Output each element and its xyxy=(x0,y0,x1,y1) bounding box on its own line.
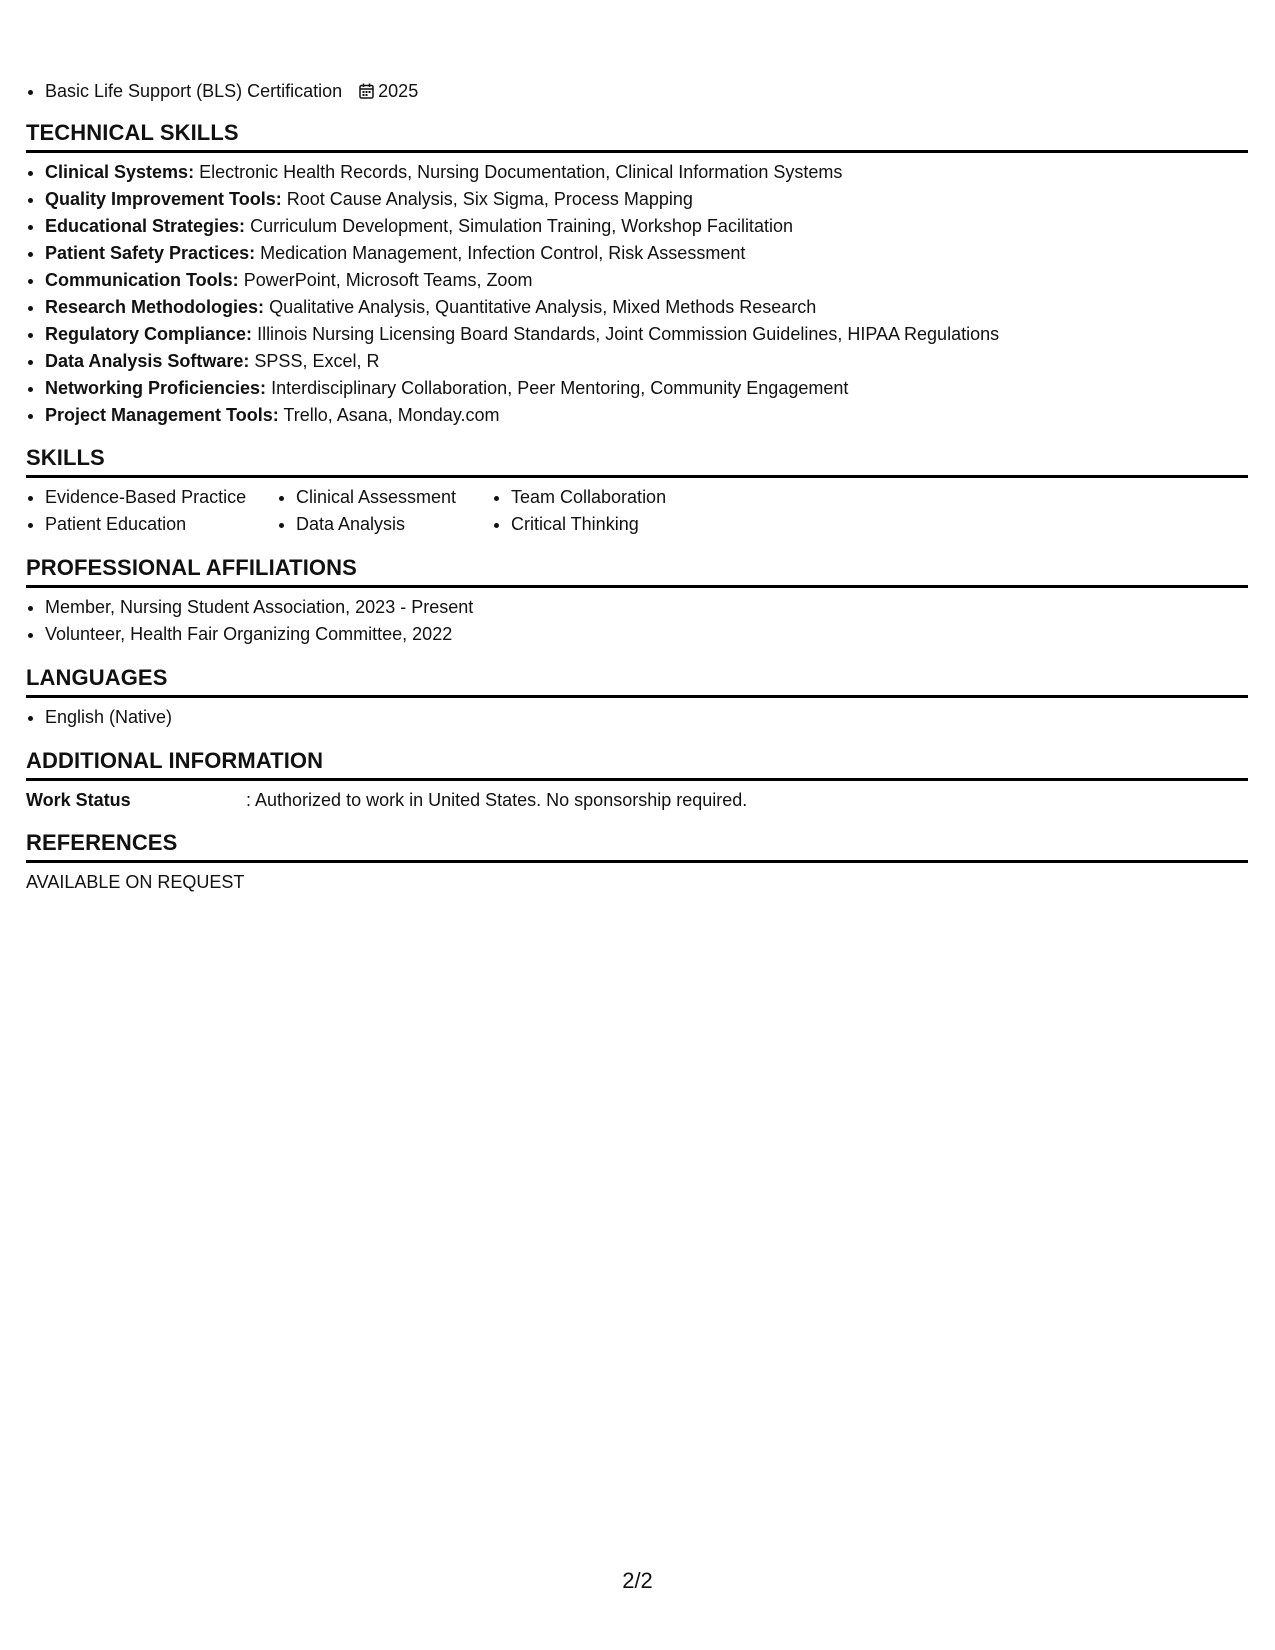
skill-category-value: Qualitative Analysis, Quantitative Analysis, Mixed Methods Research xyxy=(269,297,817,317)
skills-section xyxy=(26,444,1248,538)
certification-name: Basic Life Support (BLS) Certification xyxy=(45,81,343,101)
skill-category-value: Interdisciplinary Collaboration, Peer Mentoring, Community Engagement xyxy=(271,378,849,398)
skill-category-label: Communication Tools: xyxy=(45,270,239,290)
skill-category-value: Root Cause Analysis, Six Sigma, Process Mapping xyxy=(286,189,693,209)
calendar-icon xyxy=(359,80,374,107)
skills-column xyxy=(277,484,492,538)
skill-category-label: Educational Strategies: xyxy=(45,216,246,236)
work-status-row xyxy=(26,787,1248,814)
list-item: • Clinical Assessment xyxy=(296,484,492,511)
list-item: • Team Collaboration xyxy=(511,484,711,511)
list-item xyxy=(45,267,1248,294)
skills-column xyxy=(492,484,711,538)
references-section xyxy=(26,829,1248,896)
section-title-affiliations: PROFESSIONAL AFFILIATIONS xyxy=(26,554,1248,588)
skills-column xyxy=(26,484,277,538)
skill-category-value: Curriculum Development, Simulation Training, Workshop Facilitation xyxy=(250,216,793,236)
skills-grid xyxy=(26,484,1248,538)
resume-page xyxy=(26,78,1248,896)
additional-info-section xyxy=(26,747,1248,814)
certification-list xyxy=(26,78,1248,107)
skill-category-label: Data Analysis Software: xyxy=(45,351,250,371)
list-item: • Evidence-Based Practice xyxy=(45,484,277,511)
skill-category-label: Regulatory Compliance: xyxy=(45,324,253,344)
section-title-additional-info: ADDITIONAL INFORMATION xyxy=(26,747,1248,781)
skill-category-label: Patient Safety Practices: xyxy=(45,243,256,263)
languages-section xyxy=(26,664,1248,731)
list-item xyxy=(45,321,1248,348)
work-status-label: Work Status xyxy=(26,790,131,810)
skill-category-label: Clinical Systems: xyxy=(45,162,195,182)
technical-skills-list xyxy=(26,159,1248,429)
certification-date xyxy=(359,81,418,101)
list-item xyxy=(45,159,1248,186)
list-item: • Patient Education xyxy=(45,511,277,538)
list-item xyxy=(45,402,1248,429)
list-item: • Member, Nursing Student Association, 2023 - Present xyxy=(45,594,1248,621)
list-item: • English (Native) xyxy=(45,704,1248,731)
list-item xyxy=(45,348,1248,375)
list-item xyxy=(45,294,1248,321)
skill-category-value: SPSS, Excel, R xyxy=(254,351,380,371)
references-text: AVAILABLE ON REQUEST xyxy=(26,872,245,892)
skill-category-value: PowerPoint, Microsoft Teams, Zoom xyxy=(243,270,533,290)
affiliations-section xyxy=(26,554,1248,648)
section-title-technical-skills: TECHNICAL SKILLS xyxy=(26,119,1248,153)
certification-item xyxy=(45,78,1248,107)
certification-year: 2025 xyxy=(378,81,419,101)
work-status-value: : Authorized to work in United States. No sponsorship required. xyxy=(246,790,748,810)
list-item: • Data Analysis xyxy=(296,511,492,538)
list-item xyxy=(45,375,1248,402)
section-title-languages: LANGUAGES xyxy=(26,664,1248,698)
skill-category-label: Networking Proficiencies: xyxy=(45,378,267,398)
skill-category-value: Illinois Nursing Licensing Board Standards, Joint Commission Guidelines, HIPAA Regulations xyxy=(257,324,1000,344)
skill-category-value: Trello, Asana, Monday.com xyxy=(283,405,500,425)
languages-list xyxy=(26,704,1248,731)
list-item: • Critical Thinking xyxy=(511,511,711,538)
technical-skills-section xyxy=(26,119,1248,429)
list-item xyxy=(45,186,1248,213)
skill-category-value: Medication Management, Infection Control, Risk Assessment xyxy=(260,243,746,263)
list-item xyxy=(45,240,1248,267)
skill-category-label: Quality Improvement Tools: xyxy=(45,189,282,209)
section-title-references: REFERENCES xyxy=(26,829,1248,863)
affiliations-list xyxy=(26,594,1248,648)
list-item: • Volunteer, Health Fair Organizing Committee, 2022 xyxy=(45,621,1248,648)
section-title-skills: SKILLS xyxy=(26,444,1248,478)
skill-category-value: Electronic Health Records, Nursing Documentation, Clinical Information Systems xyxy=(199,162,843,182)
skill-category-label: Project Management Tools: xyxy=(45,405,279,425)
skill-category-label: Research Methodologies: xyxy=(45,297,265,317)
list-item xyxy=(45,213,1248,240)
page-number: 2/2 xyxy=(622,1568,653,1593)
